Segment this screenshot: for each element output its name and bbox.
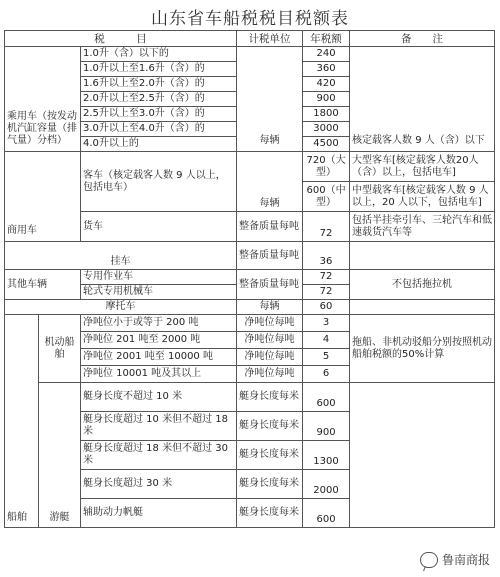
motor-unit: 净吨位每吨 (237, 366, 303, 383)
passenger-desc: 2.5升以上至3.0升（含）的 (81, 107, 237, 122)
passenger-amount: 900 (303, 92, 350, 107)
passenger-amount: 1800 (303, 107, 350, 122)
yacht-desc: 艇身长度超过 18 米但不超过 30 米 (81, 441, 237, 470)
motor-amount: 5 (303, 349, 350, 366)
passenger-amount: 420 (303, 77, 350, 92)
other-note: 不包括拖拉机 (350, 270, 495, 300)
header-amount: 年税额 (303, 31, 350, 47)
motorcycle-desc: 摩托车 (5, 300, 237, 315)
header-item: 税 目 (5, 31, 237, 47)
bus-unit: 每辆 (237, 152, 303, 212)
motor-unit: 净吨位每吨 (237, 315, 303, 332)
yacht-unit: 艇身长度每米 (237, 412, 303, 441)
motor-desc: 净吨位 10001 吨及其以上 (81, 366, 237, 383)
yacht-amount: 900 (303, 412, 350, 441)
yacht-amount: 1300 (303, 441, 350, 470)
page-title: 山东省车船税税目税额表 (151, 9, 349, 29)
yacht-unit: 艇身长度每米 (237, 499, 303, 528)
motor-note: 拖船、非机动驳船分别按照机动船舶税额的50%计算 (350, 315, 495, 383)
bus-large-note: 大型客车[核定载客人数20人（含）以上，包括电车] (350, 152, 495, 182)
motor-amount: 4 (303, 332, 350, 349)
yacht-desc: 辅助动力帆艇 (81, 499, 237, 528)
commercial-label: 商用车 (5, 152, 81, 242)
passenger-desc: 2.0升以上至2.5升（含）的 (81, 92, 237, 107)
motor-unit: 净吨位每吨 (237, 349, 303, 366)
header-unit: 计税单位 (237, 31, 303, 47)
yacht-desc: 艇身长度超过 10 米但不超过 18 米 (81, 412, 237, 441)
bus-medium-amount: 600（中型） (303, 182, 350, 212)
truck-note: 包括半挂牵引车、三轮汽车和低速载货汽车等 (350, 212, 495, 242)
table-row (5, 383, 495, 412)
table-row (5, 270, 495, 285)
other-unit: 整备质量每吨 (237, 270, 303, 300)
trailer-unit: 整备质量每吨 (237, 242, 303, 270)
yacht-unit: 艇身长度每米 (237, 383, 303, 412)
passenger-amount: 4500 (303, 137, 350, 152)
passenger-desc: 3.0升以上至4.0升（含）的 (81, 122, 237, 137)
table-row (5, 47, 495, 62)
other-amount: 72 (303, 285, 350, 300)
bus-desc: 客车（核定载客人数 9 人以上，包括电车） (81, 152, 237, 212)
yacht-unit: 艇身长度每米 (237, 470, 303, 499)
other-label: 其他车辆 (5, 270, 81, 300)
bus-medium-note: 中型载客车[核定载客人数 9 人以上，20 人以下，包括电车] (350, 182, 495, 212)
yacht-desc: 艇身长度不超过 10 米 (81, 383, 237, 412)
truck-amount: 72 (303, 212, 350, 242)
motor-desc: 净吨位小于或等于 200 吨 (81, 315, 237, 332)
passenger-desc: 1.0升（含）以下的 (81, 47, 237, 62)
table-row (5, 152, 495, 182)
vessel-label: 船舶 (5, 315, 39, 528)
other-desc: 轮式专用机械车 (81, 285, 237, 300)
passenger-desc: 1.0升以上至1.6升（含）的 (81, 62, 237, 77)
trailer-amount: 36 (303, 242, 350, 270)
header-note: 备 注 (350, 31, 495, 47)
motor-desc: 净吨位 201 吨至 2000 吨 (81, 332, 237, 349)
table-row (5, 242, 495, 270)
passenger-amount: 240 (303, 47, 350, 62)
passenger-desc: 4.0升以上的 (81, 137, 237, 152)
motor-amount: 6 (303, 366, 350, 383)
motor-desc: 净吨位 2001 吨至 10000 吨 (81, 349, 237, 366)
watermark-text: 鲁南商报 (441, 553, 490, 567)
chat-bubble-icon (420, 552, 438, 568)
passenger-amount: 360 (303, 62, 350, 77)
motorcycle-unit: 每辆 (237, 300, 303, 315)
table-header-row (5, 31, 495, 47)
passenger-label: 乘用车（按发动机汽缸容量（排气量）分档） (5, 47, 81, 152)
motor-vessel-label: 机动船舶 (39, 315, 81, 383)
truck-desc: 货车 (81, 212, 237, 242)
passenger-note: 核定载客人数 9 人（含）以下 (350, 47, 495, 152)
other-amount: 72 (303, 270, 350, 285)
motor-amount: 3 (303, 315, 350, 332)
watermark (416, 550, 494, 569)
motor-unit: 净吨位每吨 (237, 332, 303, 349)
table-row (5, 300, 495, 315)
yacht-label: 游艇 (39, 383, 81, 528)
yacht-unit: 艇身长度每米 (237, 441, 303, 470)
passenger-amount: 3000 (303, 122, 350, 137)
motorcycle-amount: 60 (303, 300, 350, 315)
yacht-amount: 2000 (303, 470, 350, 499)
passenger-desc: 1.6升以上至2.0升（含）的 (81, 77, 237, 92)
truck-unit: 整备质量每吨 (237, 212, 303, 242)
bus-large-amount: 720（大型） (303, 152, 350, 182)
other-desc: 专用作业车 (81, 270, 237, 285)
trailer-desc: 挂车 (5, 242, 237, 270)
yacht-amount: 600 (303, 499, 350, 528)
yacht-desc: 艇身长度超过 30 米 (81, 470, 237, 499)
passenger-unit: 每辆 (237, 47, 303, 152)
table-row (5, 315, 495, 332)
yacht-amount: 600 (303, 383, 350, 412)
tax-table (4, 30, 495, 528)
